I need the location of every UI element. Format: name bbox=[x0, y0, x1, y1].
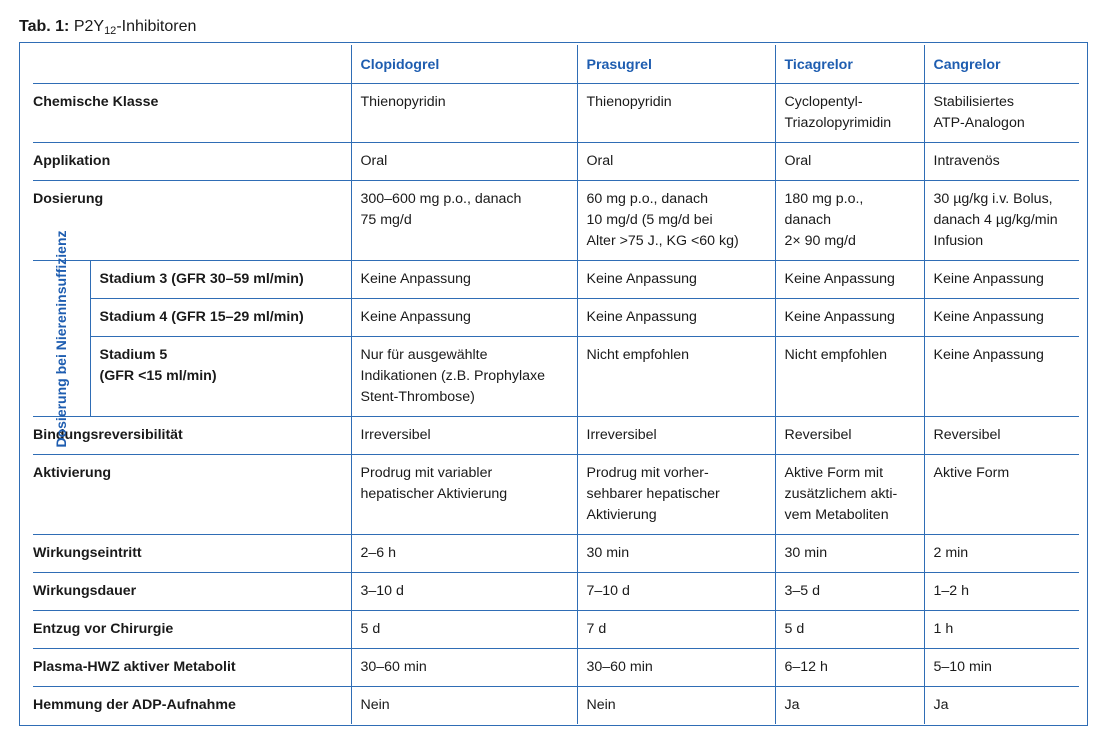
table-cell: Cyclopentyl- Triazolopyrimidin bbox=[775, 84, 924, 143]
table-cell: Irreversibel bbox=[351, 417, 577, 455]
table-cell: 3–10 d bbox=[351, 573, 577, 611]
table-row bbox=[33, 337, 1079, 417]
row-label: Dosierung bbox=[33, 181, 351, 261]
table-cell: Keine Anpassung bbox=[924, 299, 1079, 337]
table-row bbox=[33, 455, 1079, 535]
caption-title-rest: -Inhibitoren bbox=[116, 18, 197, 35]
table-cell: Keine Anpassung bbox=[775, 299, 924, 337]
row-label: Aktivierung bbox=[33, 455, 351, 535]
table-cell: 5 d bbox=[351, 611, 577, 649]
caption-subscript: 12 bbox=[104, 25, 117, 37]
table-cell: Keine Anpassung bbox=[577, 261, 775, 299]
column-header: Clopidogrel bbox=[351, 45, 577, 84]
table-row bbox=[33, 573, 1079, 611]
table-cell: 3–5 d bbox=[775, 573, 924, 611]
table-cell: Intravenös bbox=[924, 143, 1079, 181]
table-cell: 2–6 h bbox=[351, 535, 577, 573]
table-cell: 5–10 min bbox=[924, 649, 1079, 687]
table-row bbox=[33, 417, 1079, 455]
row-label: Wirkungsdauer bbox=[33, 573, 351, 611]
row-label: Stadium 4 (GFR 15–29 ml/min) bbox=[90, 299, 351, 337]
table-cell: Stabilisiertes ATP-Analogon bbox=[924, 84, 1079, 143]
caption-prefix: Tab. 1: bbox=[19, 18, 70, 35]
row-label: Stadium 5 (GFR <15 ml/min) bbox=[90, 337, 351, 417]
row-label: Wirkungseintritt bbox=[33, 535, 351, 573]
header-corner bbox=[33, 45, 351, 84]
table-frame bbox=[19, 42, 1088, 726]
table-cell: Nicht empfohlen bbox=[577, 337, 775, 417]
table-cell: 1–2 h bbox=[924, 573, 1079, 611]
table-cell: Thienopyridin bbox=[577, 84, 775, 143]
table-cell: 30 min bbox=[775, 535, 924, 573]
row-label: Plasma-HWZ aktiver Metabolit bbox=[33, 649, 351, 687]
table-cell: 30–60 min bbox=[351, 649, 577, 687]
table-cell: Aktive Form bbox=[924, 455, 1079, 535]
table-row bbox=[33, 299, 1079, 337]
table-cell: 5 d bbox=[775, 611, 924, 649]
table-cell: Prodrug mit vorher- sehbarer hepatischer Aktivierung bbox=[577, 455, 775, 535]
table-cell: 1 h bbox=[924, 611, 1079, 649]
p2y12-table bbox=[33, 45, 1079, 724]
table-cell: Keine Anpassung bbox=[577, 299, 775, 337]
table-row bbox=[33, 181, 1079, 261]
table-cell: Prodrug mit variabler hepatischer Aktivierung bbox=[351, 455, 577, 535]
group-label: Dosierung bei Niereninsuffizienz bbox=[53, 229, 70, 448]
table-cell: Reversibel bbox=[775, 417, 924, 455]
row-label: Bindungsreversibilität bbox=[33, 417, 351, 455]
table-cell: Keine Anpassung bbox=[775, 261, 924, 299]
column-header: Prasugrel bbox=[577, 45, 775, 84]
table-row bbox=[33, 535, 1079, 573]
column-header: Ticagrelor bbox=[775, 45, 924, 84]
table-cell: Aktive Form mit zusätzlichem akti- vem Metaboliten bbox=[775, 455, 924, 535]
row-label: Entzug vor Chirurgie bbox=[33, 611, 351, 649]
table-cell: 30 µg/kg i.v. Bolus, danach 4 µg/kg/min Infusion bbox=[924, 181, 1079, 261]
table-cell: Keine Anpassung bbox=[924, 337, 1079, 417]
table-cell: 6–12 h bbox=[775, 649, 924, 687]
table-cell: 300–600 mg p.o., danach 75 mg/d bbox=[351, 181, 577, 261]
table-row bbox=[33, 84, 1079, 143]
table-row bbox=[33, 687, 1079, 725]
table-row bbox=[33, 611, 1079, 649]
table-body bbox=[33, 45, 1079, 724]
table-cell: Keine Anpassung bbox=[351, 261, 577, 299]
table-cell: Thienopyridin bbox=[351, 84, 577, 143]
row-label: Hemmung der ADP-Aufnahme bbox=[33, 697, 236, 713]
table-row bbox=[33, 143, 1079, 181]
table-cell: Oral bbox=[351, 143, 577, 181]
table-cell: 7–10 d bbox=[577, 573, 775, 611]
table-cell: Keine Anpassung bbox=[351, 299, 577, 337]
table-cell: 180 mg p.o., danach 2× 90 mg/d bbox=[775, 181, 924, 261]
group-label-cell bbox=[33, 229, 90, 448]
table-cell: Nicht empfohlen bbox=[775, 337, 924, 417]
table-cell: 60 mg p.o., danach 10 mg/d (5 mg/d bei Alter >75 J., KG <60 kg) bbox=[577, 181, 775, 261]
table-caption bbox=[19, 17, 196, 37]
table-cell: Nein bbox=[577, 687, 775, 725]
table-cell: Ja bbox=[924, 687, 1079, 725]
table-cell: Nur für ausgewählte Indikationen (z.B. Prophylaxe Stent-Thrombose) bbox=[351, 337, 577, 417]
table-cell: Ja bbox=[775, 687, 924, 725]
table-cell: Nein bbox=[351, 687, 577, 725]
table-cell: Oral bbox=[775, 143, 924, 181]
table-cell: Reversibel bbox=[924, 417, 1079, 455]
table-row bbox=[33, 649, 1079, 687]
table-cell: 30 min bbox=[577, 535, 775, 573]
caption-title: P2Y bbox=[69, 18, 105, 35]
table-row bbox=[33, 261, 1079, 299]
table-cell: Keine Anpassung bbox=[924, 261, 1079, 299]
table-cell: Irreversibel bbox=[577, 417, 775, 455]
row-label: Applikation bbox=[33, 143, 351, 181]
row-label: Stadium 3 (GFR 30–59 ml/min) bbox=[90, 261, 351, 299]
table-cell: 2 min bbox=[924, 535, 1079, 573]
header-row bbox=[33, 45, 1079, 84]
column-header: Cangrelor bbox=[924, 45, 1079, 84]
table-cell: Oral bbox=[577, 143, 775, 181]
table-cell: 7 d bbox=[577, 611, 775, 649]
table-cell: 30–60 min bbox=[577, 649, 775, 687]
row-label: Chemische Klasse bbox=[33, 84, 351, 143]
